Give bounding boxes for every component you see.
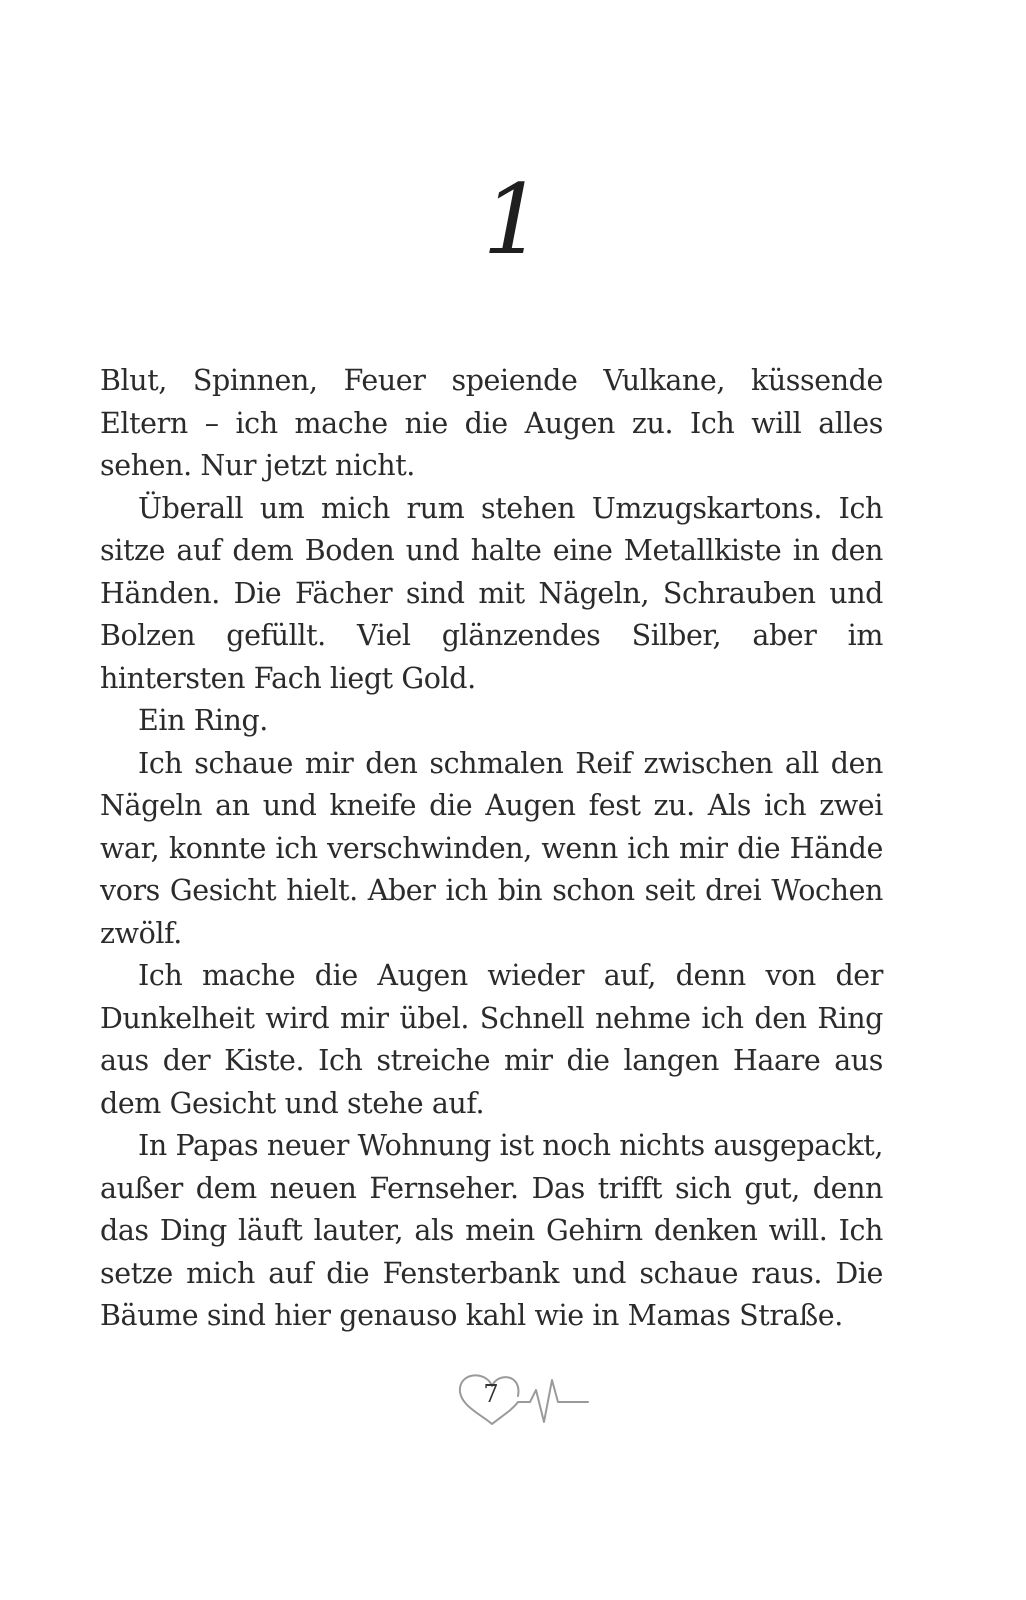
paragraph-6: In Papas neuer Wohnung ist noch nichts ausgepackt, außer dem neuen Fernseher. Das trifft sich gut, denn das Ding läuft lauter, als mein Gehirn denken will. Ich setze mich auf die Fensterbank und schaue raus. Die Bäume sind hier genauso kahl wie in Mamas Straße. — [100, 1129, 883, 1332]
page-footer — [452, 1362, 592, 1432]
chapter-number: 1 — [482, 164, 544, 276]
paragraph-1: Blut, Spinnen, Feuer speiende Vulkane, küssende Eltern – ich mache nie die Augen zu. Ich will alles sehen. Nur jetzt nicht. — [100, 364, 883, 482]
heart-heartbeat-icon — [452, 1362, 592, 1432]
paragraph-4: Ich schaue mir den schmalen Reif zwischen all den Nägeln an und kneife die Augen fest zu. Als ich zwei war, konnte ich verschwinden, wenn ich mir die Hände vors Gesicht hielt. Aber ich bin schon seit drei Wochen zwölf. — [100, 746, 883, 950]
paragraph-2: Überall um mich rum stehen Umzugskartons. Ich sitze auf dem Boden und halte eine Metallkiste in den Händen. Die Fächer sind mit Nägeln, Schrauben und Bolzen gefüllt. Viel glänzendes Silber, aber im hintersten Fach liegt Gold. — [100, 491, 883, 695]
paragraph-3: Ein Ring. — [138, 704, 268, 737]
chapter-body-text — [100, 360, 883, 1338]
paragraph-5: Ich mache die Augen wieder auf, denn von der Dunkelheit wird mir übel. Schnell nehme ich den Ring aus der Kiste. Ich streiche mir die langen Haare aus dem Gesicht und stehe auf. — [100, 959, 883, 1120]
page-number: 7 — [483, 1380, 499, 1408]
